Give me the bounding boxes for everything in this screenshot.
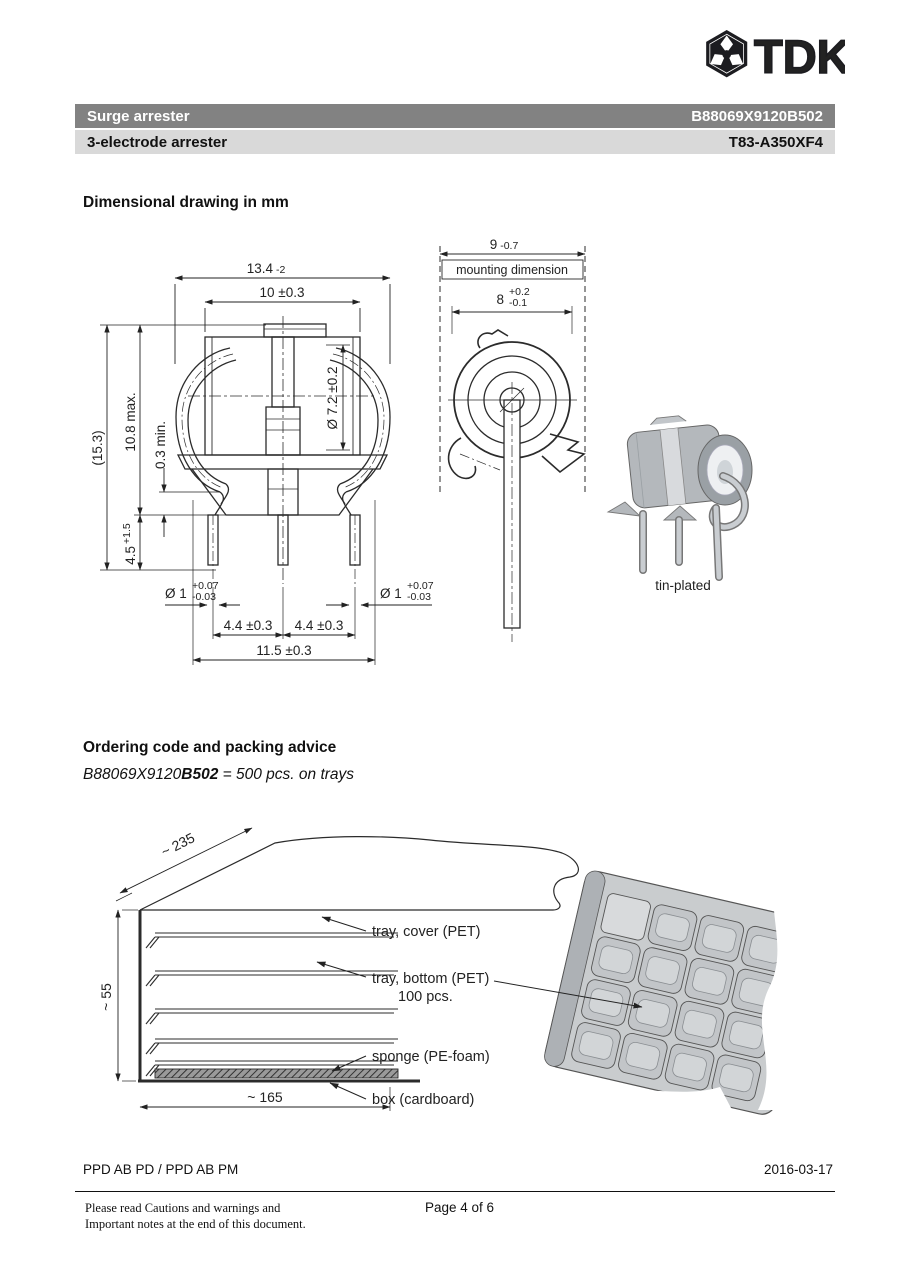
ordering-code-prefix: B88069X9120 bbox=[83, 766, 182, 783]
svg-text:-0.03: -0.03 bbox=[192, 591, 216, 603]
dim-clip-width: 8 bbox=[496, 292, 504, 307]
tdk-logo bbox=[700, 28, 845, 80]
side-view-dim-labels bbox=[456, 237, 568, 309]
dim-mounting-width: 9 -0.7 bbox=[489, 237, 519, 252]
footer-divider bbox=[75, 1191, 835, 1192]
part-number: B88069X9120B502 bbox=[691, 107, 823, 125]
tray-3d bbox=[543, 845, 840, 1125]
svg-text:+0.2: +0.2 bbox=[509, 286, 530, 298]
dim-pack-length: ~ 235 bbox=[158, 829, 198, 860]
front-view bbox=[176, 316, 390, 584]
component-3d bbox=[608, 412, 752, 593]
tdk-wordmark: TDK bbox=[754, 30, 845, 80]
dimensional-title: Dimensional drawing in mm bbox=[83, 194, 289, 211]
footer-caution-line1: Please read Cautions and warnings and bbox=[85, 1201, 281, 1215]
label-tray-cover: tray, cover (PET) bbox=[372, 924, 481, 940]
header-bar-primary bbox=[75, 104, 835, 128]
dim-total-height: (15.3) bbox=[90, 430, 105, 466]
ordering-code-bold: B502 bbox=[181, 766, 219, 783]
svg-text:-0.1: -0.1 bbox=[509, 297, 528, 309]
dim-clearance: 0.3 min. bbox=[153, 420, 168, 470]
type-code: T83-A350XF4 bbox=[728, 133, 823, 151]
footer-date: 2016-03-17 bbox=[763, 1162, 833, 1177]
ordering-code-suffix: = 500 pcs. on trays bbox=[218, 766, 355, 783]
dim-lead-length: $4.5^{+1.5}$ bbox=[121, 523, 138, 565]
dim-body-diameter: Ø 7.2 ±0.2 bbox=[325, 366, 340, 430]
packing-dim-labels bbox=[98, 829, 283, 1105]
front-view-dimensions bbox=[100, 278, 432, 665]
ordering-code-line bbox=[83, 766, 354, 784]
dim-total-width: 13.4 -2 bbox=[246, 261, 286, 276]
front-view-dim-labels bbox=[90, 261, 434, 658]
svg-text:+0.07: +0.07 bbox=[407, 580, 434, 592]
mounting-dimension-label: mounting dimension bbox=[456, 263, 568, 277]
dim-lead-dia-right: Ø 1 bbox=[380, 586, 402, 601]
footer-department: PPD AB PD / PPD AB PM bbox=[83, 1162, 239, 1177]
svg-text:-0.03: -0.03 bbox=[407, 591, 431, 603]
packing-drawing bbox=[80, 815, 840, 1125]
footer-caution bbox=[85, 1200, 306, 1232]
dim-outer-span: 11.5 ±0.3 bbox=[256, 643, 312, 658]
label-tray-qty: 100 pcs. bbox=[398, 989, 453, 1005]
label-tray-bottom: tray, bottom (PET) bbox=[372, 971, 490, 987]
svg-text:+0.07: +0.07 bbox=[192, 580, 219, 592]
dim-pack-height: ~ 55 bbox=[98, 983, 114, 1011]
label-box: box (cardboard) bbox=[372, 1092, 475, 1108]
tdk-emblem-icon bbox=[706, 30, 747, 77]
product-family: Surge arrester bbox=[87, 107, 190, 125]
tdk-logo-svg bbox=[700, 28, 845, 80]
dim-pitch-left: 4.4 ±0.3 bbox=[223, 618, 273, 633]
product-type: 3-electrode arrester bbox=[87, 133, 228, 151]
dim-lead-dia-left: Ø 1 bbox=[165, 586, 187, 601]
packing-box bbox=[138, 837, 578, 1081]
dim-pack-width: ~ 165 bbox=[247, 1089, 283, 1105]
footer-page-info: Page 4 of 6 bbox=[425, 1200, 495, 1215]
header-bar-secondary bbox=[75, 130, 835, 154]
ordering-title: Ordering code and packing advice bbox=[83, 739, 337, 756]
footer-caution-line2: Important notes at the end of this document. bbox=[85, 1217, 306, 1231]
dim-body-width: 10 ±0.3 bbox=[259, 285, 305, 300]
dim-body-height: 10.8 max. bbox=[123, 392, 138, 452]
dimensional-drawing bbox=[80, 232, 840, 710]
finish-label: tin-plated bbox=[655, 578, 711, 593]
label-sponge: sponge (PE-foam) bbox=[372, 1049, 490, 1065]
dim-pitch-right: 4.4 ±0.3 bbox=[294, 618, 344, 633]
